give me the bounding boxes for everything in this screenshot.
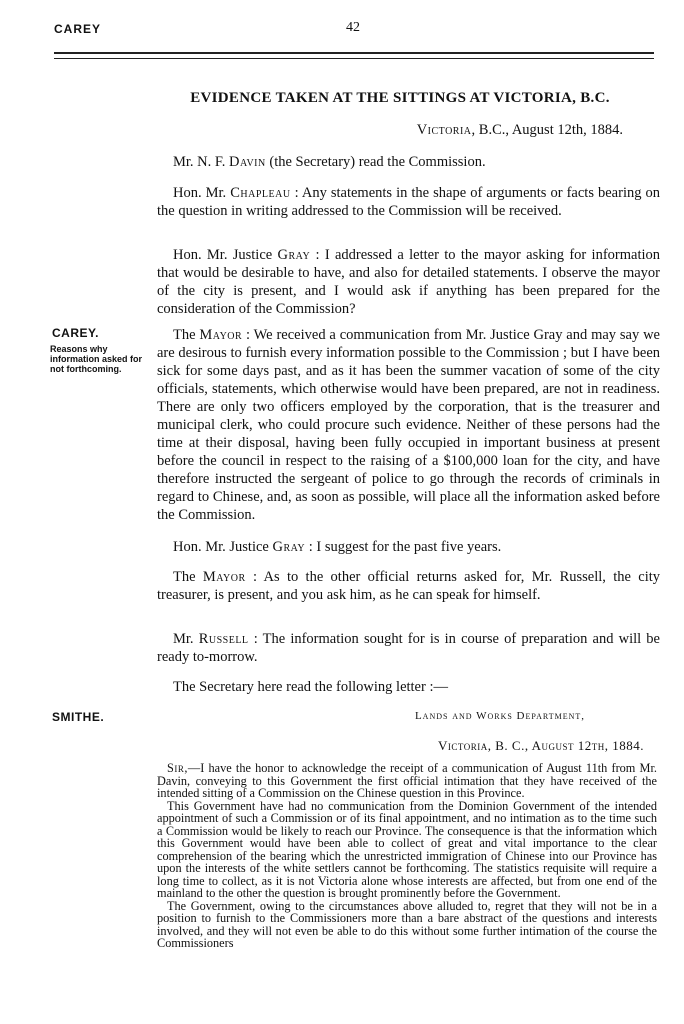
paragraph-text: : I suggest for the past five years. [305, 539, 502, 555]
page-title: EVIDENCE TAKEN AT THE SITTINGS AT VICTORIA, B.C. [190, 90, 610, 106]
page-number: 42 [346, 20, 360, 35]
dateline-rest: , B.C., August 12th, 1884. [471, 122, 623, 138]
paragraph-prefix: The [173, 327, 200, 343]
speaker-name: Mayor [202, 569, 246, 585]
paragraph-prefix: The [173, 569, 203, 585]
letter-heading: Lands and Works Department, [414, 710, 586, 722]
paragraph-prefix: Mr. N. F. [173, 154, 230, 170]
dateline-place: Victoria [416, 122, 472, 138]
margin-carey-note: Reasons why information asked for not forthcoming. [50, 344, 143, 374]
speaker-name: Mayor [199, 327, 243, 343]
header-rule-thin [54, 58, 654, 59]
paragraph-gray-1 [157, 246, 660, 318]
paragraph-prefix: Hon. Mr. Justice [173, 247, 278, 263]
paragraph-mayor-2 [157, 568, 660, 604]
speaker-name: Russell [198, 631, 249, 647]
header-rule-thick [54, 52, 654, 54]
margin-smithe: SMITHE. [52, 710, 105, 724]
paragraph-russell [157, 630, 660, 666]
paragraph-mayor-1 [157, 326, 660, 524]
paragraph-prefix: Hon. Mr. [173, 185, 231, 201]
paragraph-prefix: Hon. Mr. Justice [173, 539, 273, 555]
letter-dateline-text: Victoria, B. C., August 12th, 1884. [438, 738, 644, 753]
dateline [300, 122, 623, 139]
speaker-name: Gray [272, 539, 306, 555]
letter-text: —I have the honor to acknowledge the receipt of a communication of August 11th from Mr. Davin, conveying to this Government the first official intimation that they have received of the intended sitting of a Commission on the Chinese question in this Province. [157, 761, 657, 800]
letter-paragraph: This Government have had no communication from the Dominion Government of the intended appointment of such a Commission or of its final appointment, and no intimation as to the time such a Commission would be likely to reach our Province. The consequence is that the information which this Government would have been able to collect of great and vital importance to the clear comprehension of the bearing which the unrestricted immigration of Chinese into our Province has upon the interests of the white settlers cannot be forthcoming. The statistics requisite will require a long time to collect, as it is not Victoria alone whose interests are affected, but from one end of the mainland to the other the question is brought prominently before the Government. [157, 798, 657, 900]
running-head: CAREY [54, 22, 102, 36]
letter-salutation: Sir, [167, 761, 188, 775]
letter-paragraph [157, 762, 657, 800]
paragraph-secretary [157, 678, 660, 696]
speaker-name: Gray [277, 247, 311, 263]
margin-carey: CAREY. [52, 326, 100, 340]
paragraph-text: : I addressed a letter to the mayor asking for information that would be desirable to have, and also for detailed statements. I observe the mayor of the city is present, and I would ask if anything has been prepared for the consideration of the Commission? [157, 247, 660, 317]
letter-dateline [300, 738, 644, 754]
letter-body [157, 762, 657, 950]
letter-paragraph: The Government, owing to the circumstances above alluded to, regret that they will not be in a position to furnish to the Commissioners more than a bare abstract of the questions and interests involved, and they will not even be able to do this without some further intimation of the course the Commissioners [157, 898, 657, 950]
speaker-name: Chapleau [230, 185, 291, 201]
speaker-name: Davin [229, 154, 266, 170]
paragraph-gray-2 [157, 538, 660, 556]
paragraph-text: : We received a communication from Mr. Justice Gray and may say we are desirous to furnish every information possible to the Commission ; but I have been sick for some days past, and as it has been the summer vacation of some of the city officials, statements, which otherwise would have been prepared, are not in readiness. There are only two officers employed by the corporation, that is the treasurer and municipal clerk, who could procure such evidence. Neither of these persons had the time at their disposal, having been fully occupied in important business at present before the council in respect to the raising of a $100,000 loan for the city, and have therefore instructed the sergeant of police to go through the records of criminals in regard to Chinese, and, as soon as possible, will place all the information asked before the Commission. [157, 327, 660, 523]
paragraph-text: : Any statements in the shape of arguments or facts bearing on the question in writing addressed to the Commission will be received. [157, 185, 660, 219]
paragraph-text: : As to the other official returns asked for, Mr. Russell, the city treasurer, is present, and you ask him, as he can speak for himself. [157, 569, 660, 603]
paragraph-text: The Secretary here read the following letter :— [173, 679, 448, 695]
paragraph-davin [157, 153, 660, 171]
paragraph-chapleau [157, 184, 660, 220]
paragraph-prefix: Mr. [173, 631, 199, 647]
paragraph-text: : The information sought for is in course of preparation and will be ready to-morrow. [157, 631, 660, 665]
paragraph-text: (the Secretary) read the Commission. [265, 154, 486, 170]
